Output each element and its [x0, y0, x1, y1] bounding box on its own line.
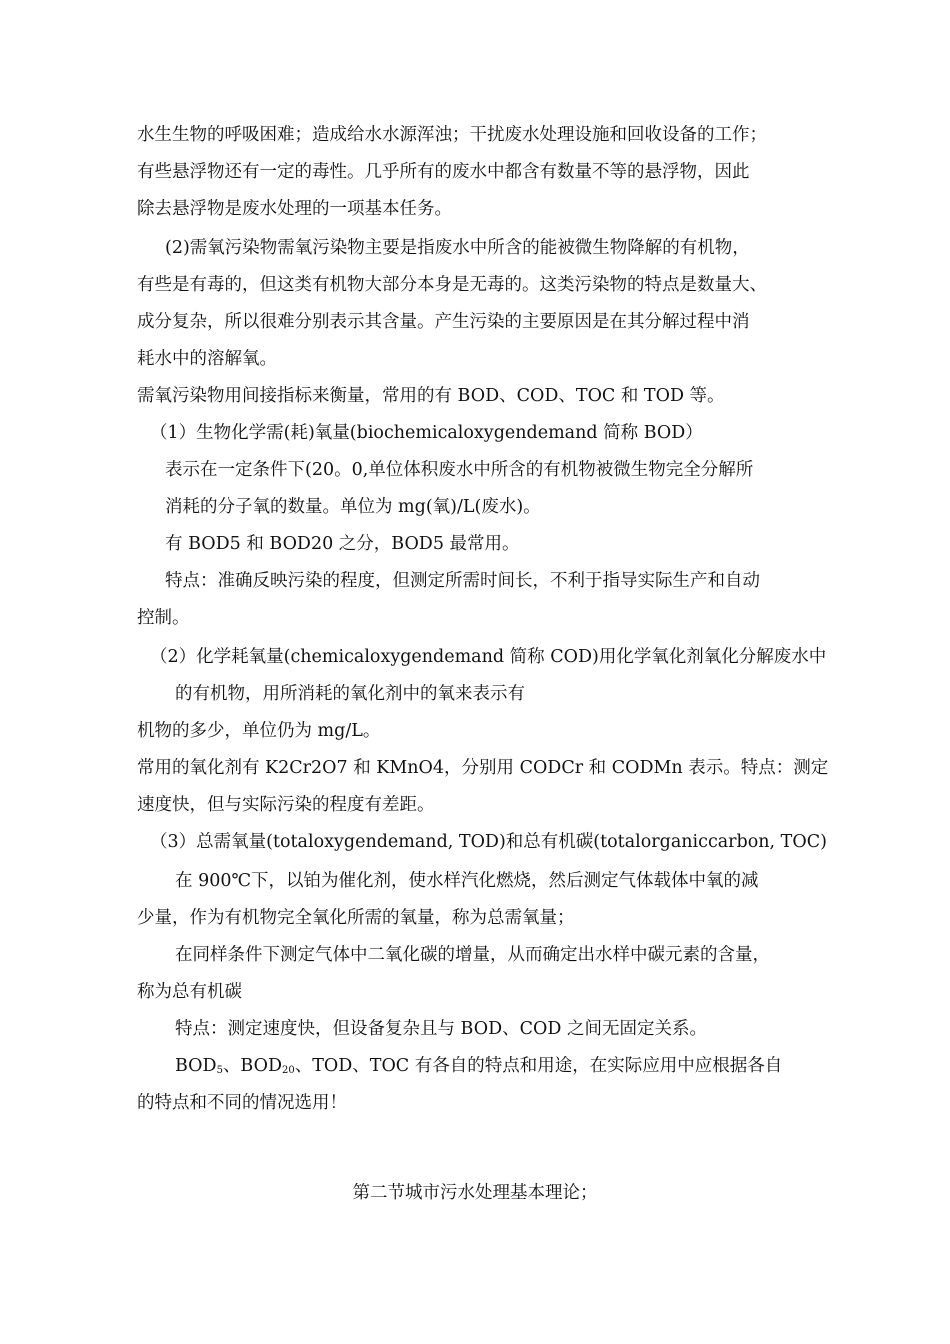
text-line: 有些是有毒的，但这类有机物大部分本身是无毒的。这类污染物的特点是数量大、	[137, 275, 767, 295]
bod-text: BOD	[175, 1056, 217, 1076]
text-line: 控制。	[137, 608, 190, 628]
text-line: 速度快，但与实际污染的程度有差距。	[137, 795, 435, 815]
text-line: 耗水中的溶解氧。	[137, 349, 277, 369]
text-line: （2）化学耗氧量(chemicaloxygendemand 简称 COD)用化学氧化剂氧化分解废水中	[150, 647, 827, 667]
bod20-text: 、BOD	[222, 1056, 282, 1076]
text-line: 水生生物的呼吸困难；造成给水水源浑浊；干扰废水处理设施和回收设备的工作；	[137, 125, 767, 145]
text-line: 表示在一定条件下(20。0,单位体积废水中所含的有机物被微生物完全分解所	[165, 460, 754, 480]
text-line: 特点：准确反映污染的程度，但测定所需时间长，不利于指导实际生产和自动	[165, 571, 760, 591]
subscript-5: 5	[216, 1065, 223, 1076]
text-line: 成分复杂，所以很难分别表示其含量。产生污染的主要原因是在其分解过程中消	[137, 312, 750, 332]
text-line: 消耗的分子氧的数量。单位为 mg(氧)/L(废水)。	[165, 497, 541, 517]
text-line-bod	[175, 1054, 782, 1083]
text-line: 的有机物，用所消耗的氧化剂中的氧来表示有	[175, 684, 525, 704]
text-line: （1）生物化学需(耗)氧量(biochemicaloxygendemand 简称 BOD）	[150, 423, 703, 443]
subscript-20: 20	[282, 1065, 295, 1076]
text-line: 有些悬浮物还有一定的毒性。几乎所有的废水中都含有数量不等的悬浮物，因此	[137, 162, 750, 182]
text-line: 在同样条件下测定气体中二氧化碳的增量，从而确定出水样中碳元素的含量，	[175, 945, 770, 965]
text-line: 少量，作为有机物完全氧化所需的氧量，称为总需氧量；	[137, 908, 575, 928]
text-line: （3）总需氧量(totaloxygendemand, TOD)和总有机碳(totalorganiccarbon, TOC)	[150, 832, 827, 852]
bod-rest-text: 、TOD、TOC 有各自的特点和用途，在实际应用中应根据各自	[294, 1056, 783, 1076]
text-line: 称为总有机碳	[137, 982, 242, 1002]
text-line: 有 BOD5 和 BOD20 之分，BOD5 最常用。	[165, 534, 520, 554]
text-line: 除去悬浮物是废水处理的一项基本任务。	[137, 199, 452, 219]
text-line: 特点：测定速度快，但设备复杂且与 BOD、COD 之间无固定关系。	[175, 1019, 707, 1039]
text-line: 在 900℃下，以铂为催化剂，使水样汽化燃烧，然后测定气体载体中氧的减	[175, 871, 759, 891]
text-line: 常用的氧化剂有 K2Cr2O7 和 KMnO4，分别用 CODCr 和 CODMn 表示。特点：测定	[137, 758, 829, 778]
text-line: 的特点和不同的情况选用！	[137, 1093, 347, 1113]
section-heading: 第二节城市污水处理基本理论；	[352, 1183, 598, 1203]
text-line: 需氧污染物用间接指标来衡量，常用的有 BOD、COD、TOC 和 TOD 等。	[137, 386, 725, 406]
text-line: (2)需氧污染物需氧污染物主要是指废水中所含的能被微生物降解的有机物，	[165, 238, 750, 258]
text-line: 机物的多少，单位仍为 mg/L。	[137, 721, 381, 741]
